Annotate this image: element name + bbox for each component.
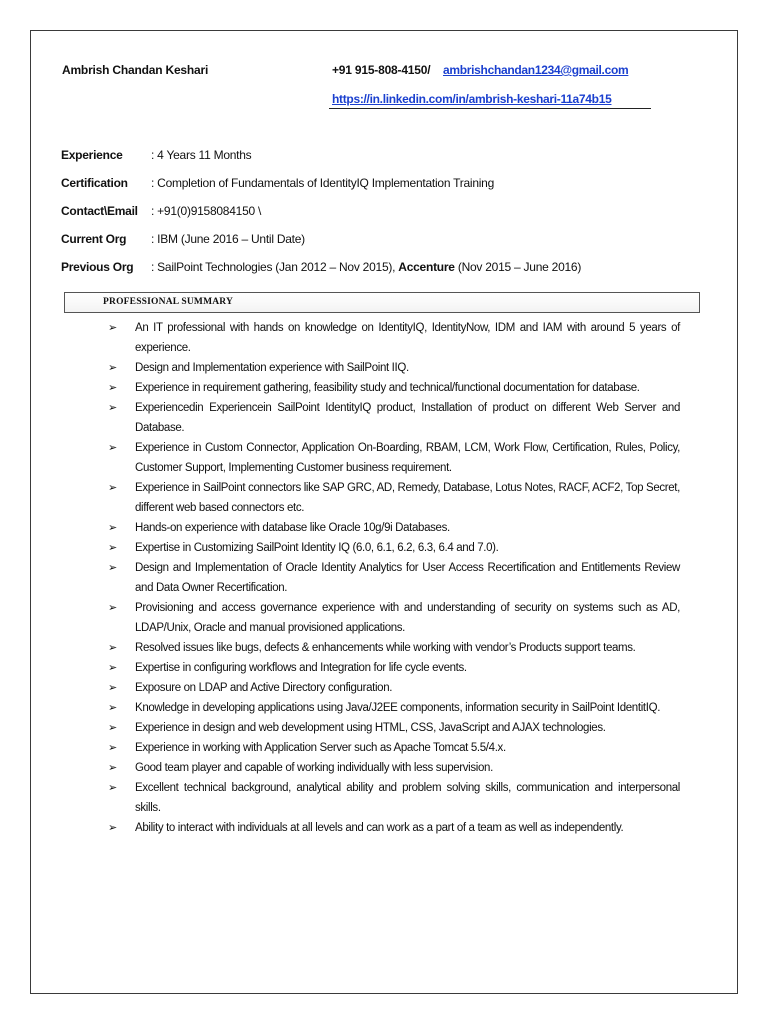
info-row-current-org xyxy=(61,232,681,260)
info-value: : +91(0)9158084150 \ xyxy=(151,204,262,218)
arrowhead-bullet-icon: ➢ xyxy=(108,822,117,834)
list-item xyxy=(108,538,680,558)
list-item-text: Experience in Custom Connector, Application On-Boarding, RBAM, LCM, Work Flow, Certification, Rules, Policy, Customer Support, Implementing Customer business requirement. xyxy=(135,442,680,474)
info-value: : Completion of Fundamentals of IdentityIQ Implementation Training xyxy=(151,176,495,190)
arrowhead-bullet-icon: ➢ xyxy=(108,382,117,394)
list-item xyxy=(108,778,680,818)
arrowhead-bullet-icon: ➢ xyxy=(108,522,117,534)
info-value: : 4 Years 11 Months xyxy=(151,148,252,162)
info-label: Experience xyxy=(61,148,123,162)
header-divider xyxy=(329,108,651,109)
list-item xyxy=(108,758,680,778)
arrowhead-bullet-icon: ➢ xyxy=(108,442,117,454)
list-item xyxy=(108,478,680,518)
arrowhead-bullet-icon: ➢ xyxy=(108,482,117,494)
arrowhead-bullet-icon: ➢ xyxy=(108,682,117,694)
arrowhead-bullet-icon: ➢ xyxy=(108,702,117,714)
info-label: Current Org xyxy=(61,232,127,246)
list-item-text: Good team player and capable of working individually with less supervision. xyxy=(135,762,493,774)
arrowhead-bullet-icon: ➢ xyxy=(108,762,117,774)
email-link[interactable]: ambrishchandan1234@gmail.com xyxy=(443,63,629,77)
arrowhead-bullet-icon: ➢ xyxy=(108,602,117,614)
list-item xyxy=(108,738,680,758)
list-item-text: Expertise in configuring workflows and Integration for life cycle events. xyxy=(135,662,467,674)
summary-heading-box xyxy=(64,292,700,313)
list-item xyxy=(108,378,680,398)
list-item-text: Experiencedin Experiencein SailPoint IdentityIQ product, Installation of product on different Web Server and Database. xyxy=(135,402,680,434)
arrowhead-bullet-icon: ➢ xyxy=(108,662,117,674)
list-item xyxy=(108,698,680,718)
list-item-text: Knowledge in developing applications using Java/J2EE components, information security in SailPoint IdentitIQ. xyxy=(135,702,661,714)
previous-org-prefix: : SailPoint Technologies (Jan 2012 – Nov 2015), xyxy=(151,260,396,274)
previous-org-dates: (Nov 2015 – June 2016) xyxy=(457,260,582,274)
list-item-text: Design and Implementation experience with SailPoint IIQ. xyxy=(135,362,409,374)
list-item-text: Experience in working with Application Server such as Apache Tomcat 5.5/4.x. xyxy=(135,742,506,754)
info-section xyxy=(61,148,681,288)
arrowhead-bullet-icon: ➢ xyxy=(108,322,117,334)
list-item-text: Hands-on experience with database like Oracle 10g/9i Databases. xyxy=(135,522,450,534)
previous-org-company: Accenture xyxy=(398,260,455,274)
list-item-text: Experience in requirement gathering, feasibility study and technical/functional documentation for database. xyxy=(135,382,640,394)
arrowhead-bullet-icon: ➢ xyxy=(108,402,117,414)
info-label: Previous Org xyxy=(61,260,134,274)
arrowhead-bullet-icon: ➢ xyxy=(108,562,117,574)
arrowhead-bullet-icon: ➢ xyxy=(108,742,117,754)
list-item-text: Experience in design and web development using HTML, CSS, JavaScript and AJAX technologies. xyxy=(135,722,606,734)
phone-number: +91 915-808-4150/ xyxy=(332,63,431,77)
info-row-contact xyxy=(61,204,681,232)
list-item xyxy=(108,678,680,698)
info-value xyxy=(151,260,681,274)
list-item xyxy=(108,818,680,838)
info-value: : IBM (June 2016 – Until Date) xyxy=(151,232,305,246)
list-item xyxy=(108,438,680,478)
arrowhead-bullet-icon: ➢ xyxy=(108,542,117,554)
list-item xyxy=(108,398,680,438)
arrowhead-bullet-icon: ➢ xyxy=(108,642,117,654)
list-item-text: Experience in SailPoint connectors like SAP GRC, AD, Remedy, Database, Lotus Notes, RACF, ACF2, Top Secret, different web based connectors etc. xyxy=(135,482,680,514)
list-item xyxy=(108,598,680,638)
candidate-name: Ambrish Chandan Keshari xyxy=(62,63,209,77)
info-label: Certification xyxy=(61,176,128,190)
info-row-previous-org xyxy=(61,260,681,288)
list-item-text: Provisioning and access governance experience with and understanding of security on systems such as AD, LDAP/Unix, Oracle and manual provisioned applications. xyxy=(135,602,680,634)
list-item-text: Resolved issues like bugs, defects & enhancements while working with vendor’s Products support teams. xyxy=(135,642,636,654)
info-row-certification xyxy=(61,176,681,204)
list-item xyxy=(108,718,680,738)
arrowhead-bullet-icon: ➢ xyxy=(108,722,117,734)
arrowhead-bullet-icon: ➢ xyxy=(108,782,117,794)
list-item xyxy=(108,358,680,378)
list-item-text: Ability to interact with individuals at all levels and can work as a part of a team as well as independently. xyxy=(135,822,624,834)
list-item xyxy=(108,638,680,658)
list-item xyxy=(108,318,680,358)
list-item-text: Exposure on LDAP and Active Directory configuration. xyxy=(135,682,393,694)
list-item-text: Excellent technical background, analytical ability and problem solving skills, communication and interpersonal skills. xyxy=(135,782,680,814)
info-label: Contact\Email xyxy=(61,204,138,218)
list-item-text: Expertise in Customizing SailPoint Identity IQ (6.0, 6.1, 6.2, 6.3, 6.4 and 7.0). xyxy=(135,542,499,554)
summary-title: PROFESSIONAL SUMMARY xyxy=(103,297,234,307)
list-item-text: An IT professional with hands on knowledge on IdentityIQ, IdentityNow, IDM and IAM with around 5 years of experience. xyxy=(135,322,680,354)
info-row-experience xyxy=(61,148,681,176)
linkedin-link[interactable]: https://in.linkedin.com/in/ambrish-keshari-11a74b15 xyxy=(332,92,612,106)
summary-list xyxy=(108,318,680,838)
list-item-text: Design and Implementation of Oracle Identity Analytics for User Access Recertification and Entitlements Review and Data Owner Recertification. xyxy=(135,562,680,594)
list-item xyxy=(108,558,680,598)
arrowhead-bullet-icon: ➢ xyxy=(108,362,117,374)
list-item xyxy=(108,518,680,538)
list-item xyxy=(108,658,680,678)
